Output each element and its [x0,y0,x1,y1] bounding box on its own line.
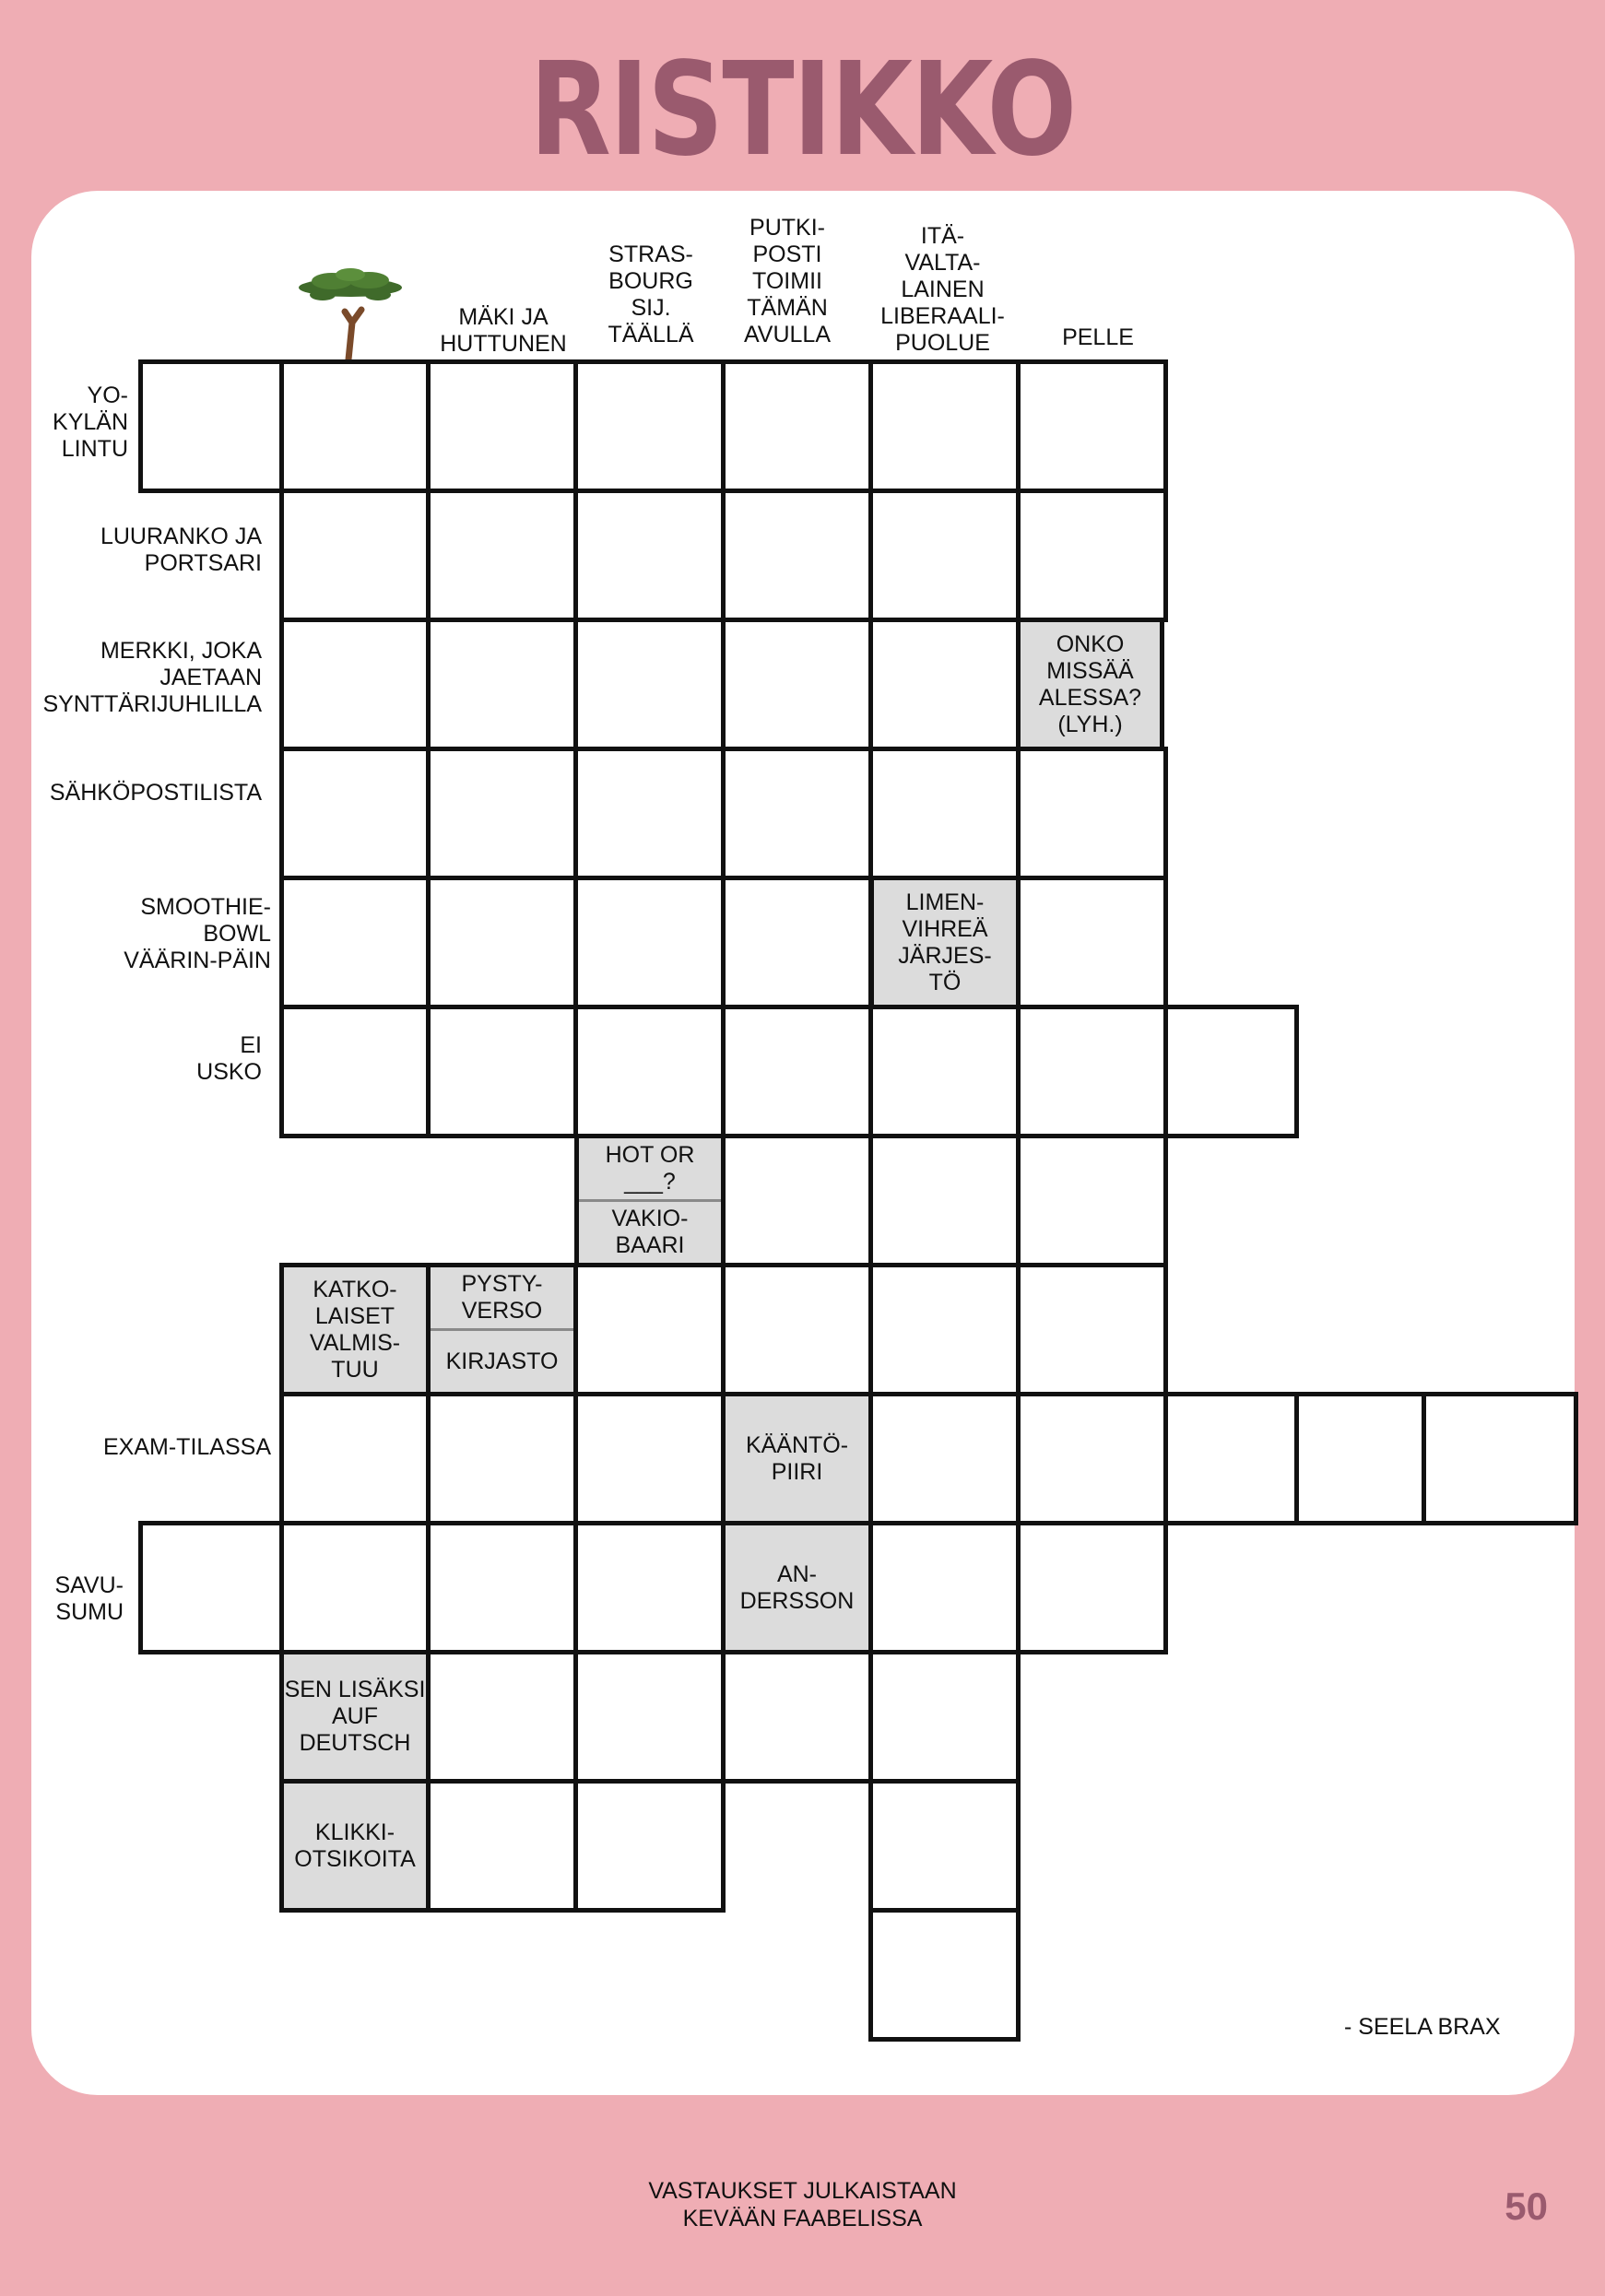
answer-cell[interactable] [721,489,873,622]
answer-cell[interactable] [426,876,578,1009]
answer-cell[interactable] [1016,747,1168,880]
row-clue: MERKKI, JOKA JAETAAN SYNTTÄRIJUHLILLA [42,638,262,717]
answer-cell[interactable] [1163,1392,1299,1525]
grid-clue-cell: SEN LISÄKSI AUF DEUTSCH [279,1650,431,1784]
answer-cell[interactable] [279,876,431,1009]
answer-cell[interactable] [868,1779,1021,1913]
answer-cell[interactable] [573,1521,726,1654]
row-clue: SMOOTHIE- BOWL VÄÄRIN-PÄIN [124,894,271,973]
answer-cell[interactable] [721,747,873,880]
page-title: RISTIKKO [529,35,1076,185]
answer-cell[interactable] [868,1521,1021,1654]
answer-cell[interactable] [573,359,726,493]
answer-cell[interactable] [426,1392,578,1525]
grid-clue-bottom: KIRJASTO [445,1348,559,1374]
row-clue: LUURANKO JA PORTSARI [100,524,262,576]
grid-clue-cell: KLIKKI- OTSIKOITA [279,1779,431,1913]
answer-cell[interactable] [426,359,578,493]
row-clue: SAVU- SUMU [54,1572,124,1625]
answer-cell[interactable] [279,359,431,493]
column-clue: PUTKI- POSTI TOIMII TÄMÄN AVULLA [743,215,832,347]
answer-cell[interactable] [426,1650,578,1784]
answer-cell[interactable] [1422,1392,1578,1525]
row-clue: EXAM-TILASSA [103,1434,271,1460]
answer-cell[interactable] [1016,1521,1168,1654]
answer-cell[interactable] [721,876,873,1009]
answer-cell[interactable] [573,747,726,880]
answer-cell[interactable] [868,1263,1021,1396]
answer-cell[interactable] [868,1392,1021,1525]
row-clue: YO- KYLÄN LINTU [53,383,128,462]
grid-clue-top: HOT OR ___? [579,1138,721,1202]
grid-clue-cell: ONKO MISSÄÄ ALESSA? (LYH.) [1016,618,1164,751]
answer-cell[interactable] [573,618,726,751]
answer-cell[interactable] [868,618,1021,751]
answer-cell[interactable] [1016,359,1168,493]
answer-cell[interactable] [138,1521,284,1654]
answer-cell[interactable] [426,747,578,880]
column-clue: ITÄ- VALTA- LAINEN LIBERAALI- PUOLUE [880,223,1005,356]
answer-cell[interactable] [573,1392,726,1525]
answer-cell[interactable] [573,489,726,622]
answer-cell[interactable] [279,1521,431,1654]
column-clue: STRAS- BOURG SIJ. TÄÄLLÄ [608,241,694,347]
answer-cell[interactable] [868,747,1021,880]
answer-cell[interactable] [721,1263,873,1396]
acacia-tree-icon [295,267,406,359]
answer-cell[interactable] [1016,489,1168,622]
grid-clue-cell [426,1263,578,1396]
grid-clue-cell: KATKO- LAISET VALMIS- TUU [279,1263,431,1396]
answer-cell[interactable] [868,1650,1021,1784]
author-credit: - SEELA BRAX [1344,2014,1501,2040]
answer-cell[interactable] [138,359,284,493]
answer-cell[interactable] [868,359,1021,493]
column-clue: PELLE [1062,324,1134,350]
row-clue: EI USKO [196,1032,262,1085]
answer-cell[interactable] [279,618,431,751]
answer-cell[interactable] [868,1134,1021,1267]
answer-cell[interactable] [868,1908,1021,2042]
answer-cell[interactable] [279,1005,431,1138]
answer-cell[interactable] [573,1650,726,1784]
answer-cell[interactable] [868,1005,1021,1138]
page-number: 50 [1505,2184,1548,2228]
grid-clue-cell [574,1134,726,1267]
answer-cell[interactable] [1016,1134,1168,1267]
answer-cell[interactable] [721,359,873,493]
answer-cell[interactable] [279,1392,431,1525]
grid-clue-cell: KÄÄNTÖ- PIIRI [721,1392,873,1525]
answer-cell[interactable] [279,489,431,622]
answer-cell[interactable] [721,618,873,751]
grid-clue-top: PYSTY- VERSO [431,1267,573,1331]
answer-cell[interactable] [1016,1005,1168,1138]
answer-cell[interactable] [279,747,431,880]
answer-cell[interactable] [426,618,578,751]
answer-cell[interactable] [1294,1392,1426,1525]
answer-cell[interactable] [721,1650,873,1784]
grid-clue-cell: LIMEN- VIHREÄ JÄRJES- TÖ [869,876,1021,1009]
answer-cell[interactable] [573,1779,726,1913]
answer-cell[interactable] [721,1134,873,1267]
answer-cell[interactable] [1016,1263,1168,1396]
answer-cell[interactable] [426,489,578,622]
column-clue: MÄKI JA HUTTUNEN [440,304,567,357]
row-clue: SÄHKÖPOSTILISTA [49,780,262,806]
answer-cell[interactable] [868,489,1021,622]
grid-clue-bottom: VAKIO- BAARI [611,1206,689,1258]
footer-note: VASTAUKSET JULKAISTAAN KEVÄÄN FAABELISSA [648,2178,957,2231]
answer-cell[interactable] [1163,1005,1299,1138]
answer-cell[interactable] [573,1263,726,1396]
answer-cell[interactable] [426,1521,578,1654]
grid-clue-cell: AN- DERSSON [721,1521,873,1654]
answer-cell[interactable] [426,1005,578,1138]
answer-cell[interactable] [1016,876,1168,1009]
answer-cell[interactable] [1016,1392,1168,1525]
answer-cell[interactable] [573,1005,726,1138]
answer-cell[interactable] [426,1779,578,1913]
answer-cell[interactable] [573,876,726,1009]
answer-cell[interactable] [721,1005,873,1138]
